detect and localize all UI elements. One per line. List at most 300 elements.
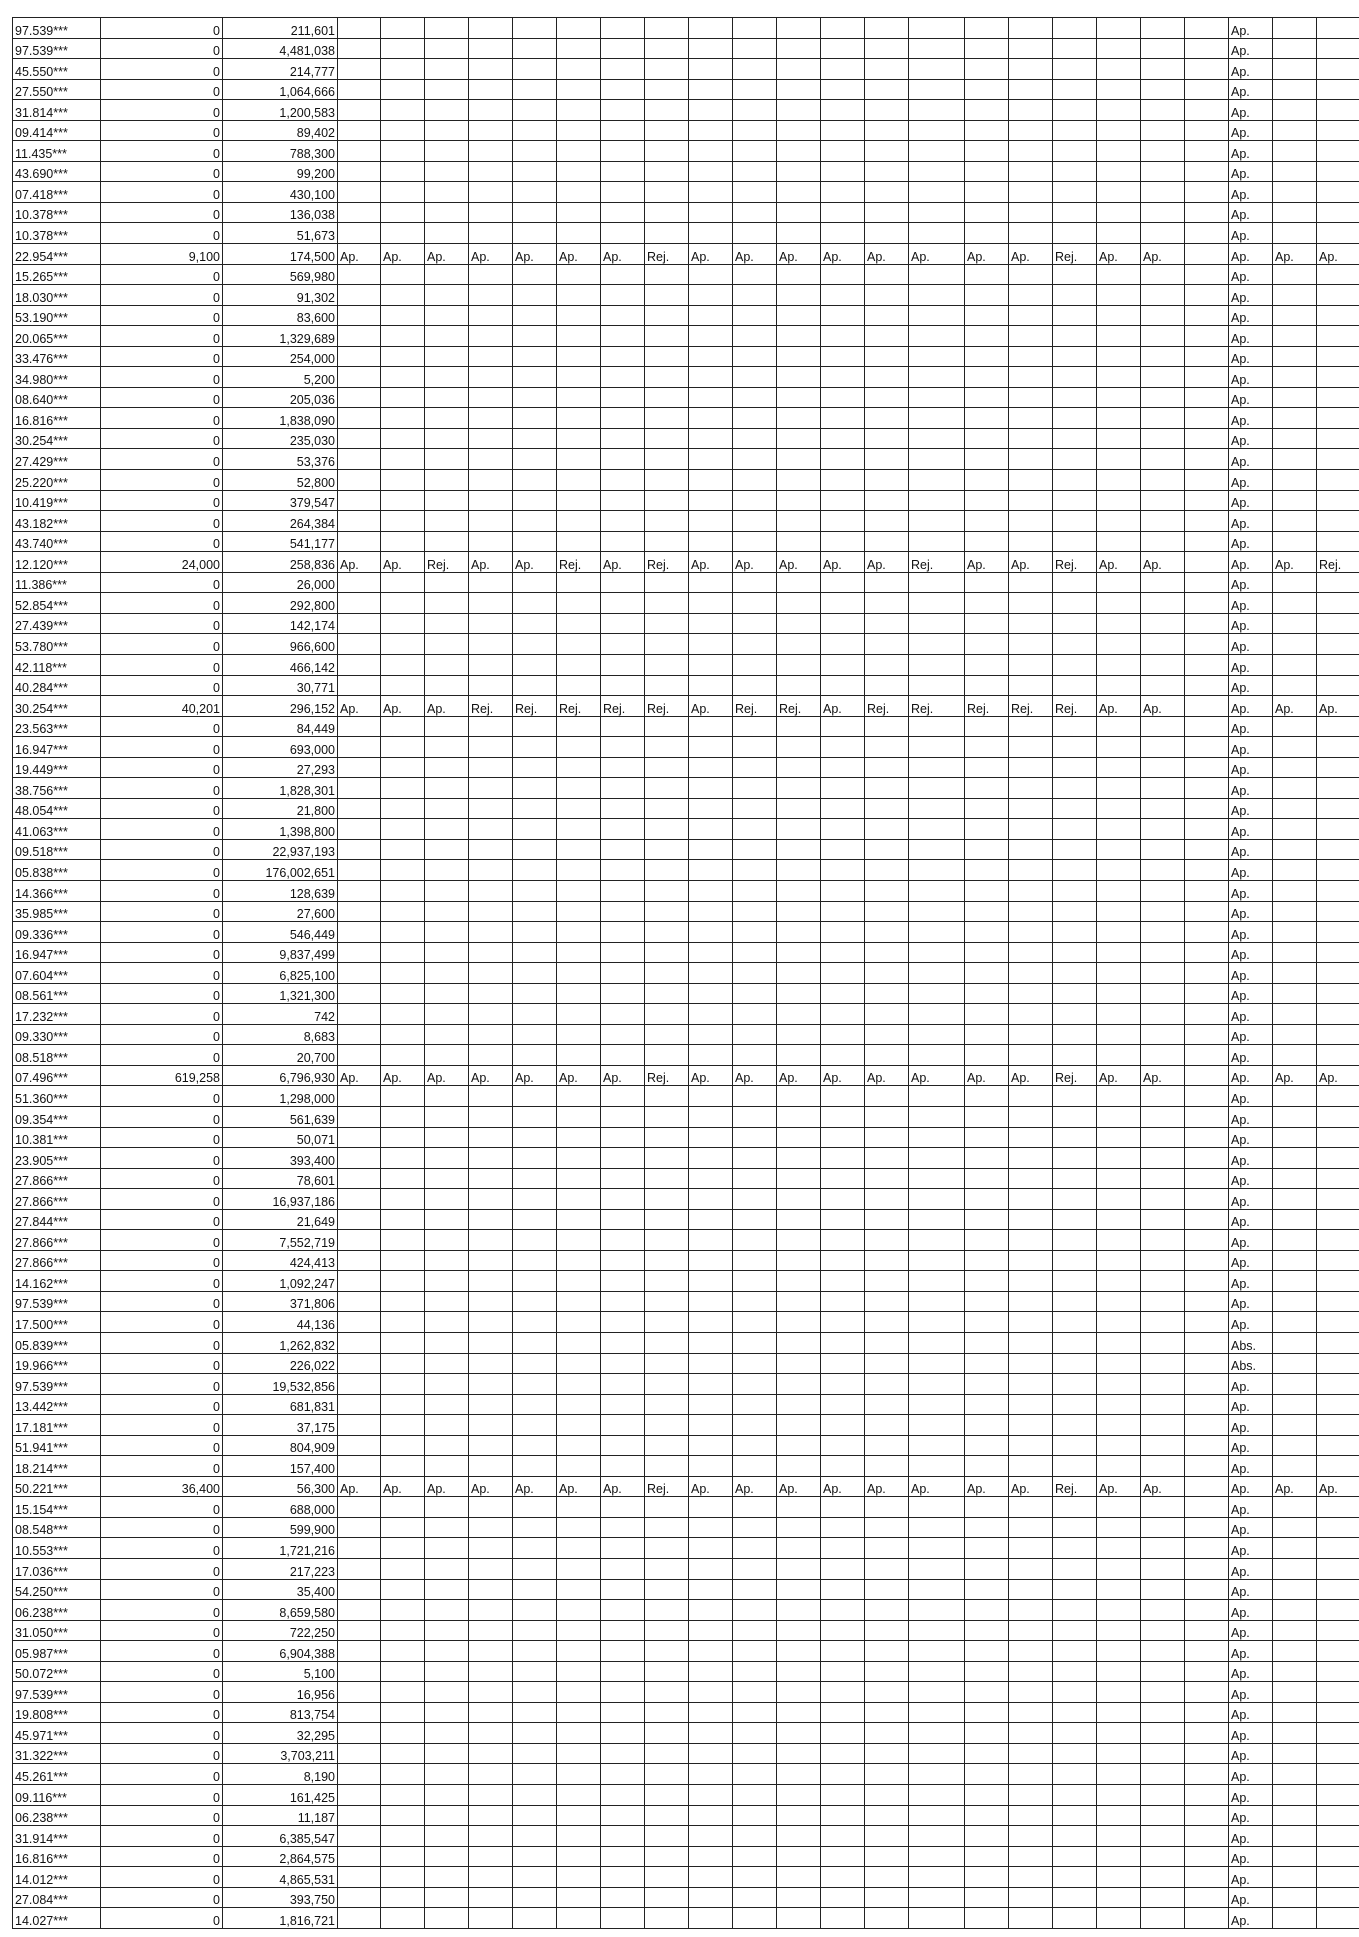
vote-cell: [865, 367, 909, 388]
vote-cell: [601, 1004, 645, 1025]
vote-cell: [821, 839, 865, 860]
vote-cell: [1317, 1230, 1359, 1251]
shares-a-cell: 0: [101, 59, 223, 80]
vote-cell: [1141, 470, 1185, 491]
table-row: [13, 1374, 1359, 1395]
vote-cell: [1009, 1189, 1053, 1210]
vote-cell: [1009, 1538, 1053, 1559]
vote-cell: [601, 675, 645, 696]
vote-cell: [469, 1086, 513, 1107]
vote-cell: [601, 1333, 645, 1354]
vote-cell: [469, 511, 513, 532]
table-row: [13, 346, 1359, 367]
vote-cell: [513, 1702, 557, 1723]
vote-cell: [1317, 326, 1359, 347]
vote-cell: [733, 1189, 777, 1210]
vote-cell: [425, 1045, 469, 1066]
vote-cell: [965, 839, 1009, 860]
shares-a-cell: 0: [101, 1312, 223, 1333]
vote-cell: [1009, 942, 1053, 963]
vote-cell: [645, 1600, 689, 1621]
vote-cell: [513, 1230, 557, 1251]
vote-cell: [1009, 1333, 1053, 1354]
table-row: [13, 470, 1359, 491]
table-row: [13, 1743, 1359, 1764]
vote-cell: [689, 1600, 733, 1621]
vote-cell: [381, 1394, 425, 1415]
vote-cell: [645, 100, 689, 121]
vote-cell: [865, 1559, 909, 1580]
shares-a-cell: 0: [101, 613, 223, 634]
vote-cell: [469, 1353, 513, 1374]
vote-cell: [557, 285, 601, 306]
vote-cell: Ap.: [1009, 244, 1053, 265]
vote-cell: [645, 182, 689, 203]
vote-cell: [645, 531, 689, 552]
shares-a-cell: 0: [101, 1250, 223, 1271]
vote-cell: [1273, 757, 1317, 778]
vote-cell: [381, 1353, 425, 1374]
vote-cell: [469, 1682, 513, 1703]
shareholder-id-cell: 05.838***: [13, 860, 101, 881]
vote-cell: [1317, 1559, 1359, 1580]
vote-cell: [965, 942, 1009, 963]
vote-cell: [1097, 1785, 1141, 1806]
vote-cell: [381, 1805, 425, 1826]
vote-cell: [601, 1826, 645, 1847]
vote-cell: [1053, 1764, 1097, 1785]
vote-cell: [645, 922, 689, 943]
vote-cell: [1185, 1271, 1229, 1292]
vote-cell: [1053, 264, 1097, 285]
vote-cell: [821, 1785, 865, 1806]
vote-cell: [1009, 202, 1053, 223]
vote-cell: [338, 1743, 381, 1764]
shareholder-id-cell: 48.054***: [13, 798, 101, 819]
vote-cell: [909, 346, 965, 367]
vote-cell: [1053, 757, 1097, 778]
vote-cell: [1097, 1517, 1141, 1538]
vote-cell: [1141, 1127, 1185, 1148]
vote-cell: [338, 161, 381, 182]
shareholder-id-cell: 19.808***: [13, 1702, 101, 1723]
vote-cell: [381, 593, 425, 614]
vote-cell: [821, 1661, 865, 1682]
table-row: [13, 1579, 1359, 1600]
table-row: [13, 1600, 1359, 1621]
vote-cell: [733, 942, 777, 963]
table-row: [13, 1846, 1359, 1867]
shareholder-id-cell: 10.419***: [13, 490, 101, 511]
vote-cell: [1053, 983, 1097, 1004]
vote-cell: [1097, 572, 1141, 593]
vote-cell: [645, 1230, 689, 1251]
vote-cell: [777, 285, 821, 306]
vote-cell: [777, 983, 821, 1004]
vote-cell: [1273, 819, 1317, 840]
vote-cell: [1141, 1620, 1185, 1641]
vote-cell: [645, 346, 689, 367]
vote-cell: [733, 798, 777, 819]
vote-cell: [381, 1374, 425, 1395]
vote-cell: Ap.: [1229, 1168, 1273, 1189]
vote-cell: [338, 757, 381, 778]
table-row: [13, 572, 1359, 593]
vote-cell: [909, 1661, 965, 1682]
vote-cell: [469, 387, 513, 408]
vote-cell: [865, 1106, 909, 1127]
vote-cell: [338, 1415, 381, 1436]
vote-cell: [557, 1641, 601, 1662]
vote-cell: [1097, 1045, 1141, 1066]
vote-cell: [1317, 1209, 1359, 1230]
vote-cell: [425, 100, 469, 121]
vote-cell: [469, 1374, 513, 1395]
vote-cell: Ap.: [1229, 1250, 1273, 1271]
vote-cell: [1097, 408, 1141, 429]
vote-cell: [381, 326, 425, 347]
vote-cell: Ap.: [1317, 1065, 1359, 1086]
shares-a-cell: 0: [101, 983, 223, 1004]
vote-cell: [338, 1497, 381, 1518]
vote-cell: [1141, 1826, 1185, 1847]
vote-cell: [645, 408, 689, 429]
vote-cell: [689, 305, 733, 326]
vote-cell: [865, 1805, 909, 1826]
vote-cell: [645, 737, 689, 758]
vote-cell: [965, 1908, 1009, 1929]
shareholder-id-cell: 45.550***: [13, 59, 101, 80]
vote-cell: [689, 408, 733, 429]
vote-cell: [733, 1723, 777, 1744]
shares-a-cell: 0: [101, 1045, 223, 1066]
vote-cell: [909, 1579, 965, 1600]
vote-cell: [425, 1271, 469, 1292]
vote-cell: [338, 1641, 381, 1662]
vote-cell: [1053, 305, 1097, 326]
vote-cell: [557, 1764, 601, 1785]
vote-cell: [338, 572, 381, 593]
vote-cell: [777, 737, 821, 758]
vote-cell: [1141, 1764, 1185, 1785]
vote-cell: [425, 1353, 469, 1374]
vote-cell: Ap.: [965, 1065, 1009, 1086]
vote-cell: [601, 860, 645, 881]
vote-cell: [1097, 1456, 1141, 1477]
vote-cell: [645, 1168, 689, 1189]
vote-cell: [1141, 1024, 1185, 1045]
vote-cell: [469, 1333, 513, 1354]
vote-cell: [338, 367, 381, 388]
vote-cell: [965, 100, 1009, 121]
vote-cell: [513, 1333, 557, 1354]
vote-cell: [965, 120, 1009, 141]
shares-b-cell: 26,000: [223, 572, 338, 593]
vote-cell: [1097, 1908, 1141, 1929]
vote-cell: [909, 1024, 965, 1045]
table-row: [13, 1250, 1359, 1271]
shares-a-cell: 0: [101, 161, 223, 182]
vote-cell: [821, 531, 865, 552]
vote-cell: [381, 942, 425, 963]
vote-cell: Ap.: [1229, 1209, 1273, 1230]
vote-cell: [1185, 449, 1229, 470]
vote-cell: [1009, 963, 1053, 984]
vote-cell: Ap.: [469, 244, 513, 265]
vote-cell: [865, 1024, 909, 1045]
vote-cell: [338, 1148, 381, 1169]
shareholder-id-cell: 43.690***: [13, 161, 101, 182]
vote-cell: [1141, 901, 1185, 922]
vote-cell: [338, 511, 381, 532]
vote-cell: [821, 285, 865, 306]
vote-cell: [513, 1148, 557, 1169]
vote-cell: [865, 1415, 909, 1436]
vote-cell: [865, 141, 909, 162]
vote-cell: [821, 1230, 865, 1251]
vote-cell: [1097, 141, 1141, 162]
vote-cell: [689, 675, 733, 696]
vote-cell: [1185, 1168, 1229, 1189]
shares-b-cell: 393,750: [223, 1887, 338, 1908]
vote-cell: [1053, 1661, 1097, 1682]
vote-cell: [733, 654, 777, 675]
vote-cell: [425, 387, 469, 408]
vote-cell: [909, 819, 965, 840]
vote-cell: [557, 963, 601, 984]
vote-cell: [821, 1415, 865, 1436]
vote-cell: [425, 737, 469, 758]
vote-cell: Ap.: [1229, 716, 1273, 737]
vote-cell: [1009, 1415, 1053, 1436]
vote-cell: [1273, 38, 1317, 59]
vote-cell: [338, 1004, 381, 1025]
shares-a-cell: 0: [101, 1867, 223, 1888]
vote-cell: [645, 1517, 689, 1538]
vote-cell: [689, 490, 733, 511]
shareholder-id-cell: 09.414***: [13, 120, 101, 141]
shareholder-id-cell: 41.063***: [13, 819, 101, 840]
vote-cell: [601, 408, 645, 429]
vote-cell: [865, 1394, 909, 1415]
vote-cell: [865, 860, 909, 881]
vote-cell: Ap.: [513, 1476, 557, 1497]
vote-cell: [425, 449, 469, 470]
vote-cell: [865, 675, 909, 696]
vote-cell: [1273, 367, 1317, 388]
vote-cell: [821, 1148, 865, 1169]
shares-b-cell: 1,064,666: [223, 79, 338, 100]
vote-cell: [338, 285, 381, 306]
vote-cell: [1273, 1106, 1317, 1127]
vote-cell: [733, 716, 777, 737]
vote-cell: [601, 1024, 645, 1045]
table-row: [13, 1065, 1359, 1086]
vote-cell: [865, 1456, 909, 1477]
shares-a-cell: 0: [101, 1353, 223, 1374]
vote-cell: [1141, 1682, 1185, 1703]
shares-a-cell: 0: [101, 819, 223, 840]
shares-a-cell: 0: [101, 1785, 223, 1806]
vote-cell: [777, 141, 821, 162]
vote-cell: [689, 1271, 733, 1292]
vote-cell: [1097, 716, 1141, 737]
shares-b-cell: 8,659,580: [223, 1600, 338, 1621]
vote-cell: [1273, 1723, 1317, 1744]
vote-cell: [865, 223, 909, 244]
vote-cell: [469, 757, 513, 778]
vote-cell: Rej.: [645, 552, 689, 573]
vote-cell: [425, 1538, 469, 1559]
vote-cell: [689, 1127, 733, 1148]
vote-cell: Ap.: [1229, 1723, 1273, 1744]
vote-cell: [601, 1271, 645, 1292]
vote-cell: [689, 1887, 733, 1908]
vote-cell: [1185, 1004, 1229, 1025]
vote-cell: [689, 428, 733, 449]
vote-cell: [1185, 285, 1229, 306]
vote-cell: [381, 1106, 425, 1127]
vote-cell: [777, 1600, 821, 1621]
vote-cell: Ap.: [425, 244, 469, 265]
vote-cell: [1053, 1456, 1097, 1477]
vote-cell: [601, 798, 645, 819]
vote-cell: [513, 1764, 557, 1785]
vote-cell: [689, 100, 733, 121]
shares-b-cell: 21,649: [223, 1209, 338, 1230]
vote-cell: [469, 613, 513, 634]
vote-cell: [425, 880, 469, 901]
vote-cell: [601, 1312, 645, 1333]
vote-cell: [909, 1250, 965, 1271]
vote-cell: [1317, 1189, 1359, 1210]
vote-cell: [645, 1579, 689, 1600]
vote-cell: [513, 942, 557, 963]
vote-cell: [1273, 778, 1317, 799]
vote-cell: [381, 1579, 425, 1600]
vote-cell: [777, 613, 821, 634]
vote-cell: [1273, 182, 1317, 203]
vote-cell: [338, 1024, 381, 1045]
shareholder-id-cell: 06.238***: [13, 1805, 101, 1826]
vote-cell: [601, 1661, 645, 1682]
vote-cell: [821, 1456, 865, 1477]
vote-cell: [965, 880, 1009, 901]
vote-cell: [557, 264, 601, 285]
vote-cell: Ap.: [1229, 326, 1273, 347]
vote-cell: [1273, 1333, 1317, 1354]
table-row: [13, 1887, 1359, 1908]
vote-cell: [381, 1908, 425, 1929]
vote-cell: [1317, 38, 1359, 59]
shares-b-cell: 2,864,575: [223, 1846, 338, 1867]
vote-cell: [821, 983, 865, 1004]
vote-cell: [425, 839, 469, 860]
vote-cell: [1141, 1168, 1185, 1189]
vote-cell: [865, 511, 909, 532]
vote-cell: [1097, 1764, 1141, 1785]
table-row: [13, 1723, 1359, 1744]
vote-cell: [689, 1497, 733, 1518]
shares-b-cell: 541,177: [223, 531, 338, 552]
vote-cell: [645, 778, 689, 799]
vote-cell: [865, 1538, 909, 1559]
vote-cell: [865, 634, 909, 655]
vote-cell: [513, 202, 557, 223]
vote-cell: [733, 1230, 777, 1251]
vote-cell: [689, 1353, 733, 1374]
vote-cell: Ap.: [1229, 1600, 1273, 1621]
vote-cell: [1185, 367, 1229, 388]
vote-cell: [601, 1743, 645, 1764]
vote-cell: [965, 922, 1009, 943]
vote-cell: [1141, 1045, 1185, 1066]
vote-cell: [557, 1291, 601, 1312]
vote-cell: [513, 182, 557, 203]
vote-cell: [865, 182, 909, 203]
vote-cell: [1141, 367, 1185, 388]
shares-b-cell: 1,329,689: [223, 326, 338, 347]
vote-cell: [381, 1661, 425, 1682]
vote-cell: [645, 839, 689, 860]
shares-b-cell: 19,532,856: [223, 1374, 338, 1395]
vote-cell: [1141, 449, 1185, 470]
vote-cell: [557, 79, 601, 100]
vote-cell: Ap.: [1229, 1312, 1273, 1333]
vote-cell: [1097, 1579, 1141, 1600]
shareholder-id-cell: 35.985***: [13, 901, 101, 922]
vote-cell: [733, 1004, 777, 1025]
vote-cell: [557, 428, 601, 449]
vote-cell: Ap.: [1229, 1148, 1273, 1169]
shares-a-cell: 0: [101, 1559, 223, 1580]
vote-cell: [469, 572, 513, 593]
vote-cell: [645, 38, 689, 59]
vote-cell: [645, 305, 689, 326]
vote-cell: [557, 1271, 601, 1292]
vote-cell: [689, 737, 733, 758]
shareholder-id-cell: 07.604***: [13, 963, 101, 984]
table-row: [13, 1805, 1359, 1826]
vote-cell: [513, 531, 557, 552]
vote-cell: [821, 1846, 865, 1867]
vote-cell: [469, 1723, 513, 1744]
vote-cell: [965, 613, 1009, 634]
vote-cell: [909, 1189, 965, 1210]
vote-cell: [1097, 1353, 1141, 1374]
shares-b-cell: 157,400: [223, 1456, 338, 1477]
vote-cell: [645, 983, 689, 1004]
vote-cell: [1009, 1723, 1053, 1744]
shares-b-cell: 217,223: [223, 1559, 338, 1580]
vote-cell: [601, 1785, 645, 1806]
vote-cell: [1009, 367, 1053, 388]
vote-cell: [513, 675, 557, 696]
vote-cell: [965, 1045, 1009, 1066]
shareholder-id-cell: 16.947***: [13, 942, 101, 963]
vote-cell: [1273, 1168, 1317, 1189]
shares-b-cell: 430,100: [223, 182, 338, 203]
vote-cell: Ap.: [1273, 244, 1317, 265]
vote-cell: Rej.: [557, 696, 601, 717]
vote-cell: [381, 264, 425, 285]
vote-cell: [425, 182, 469, 203]
vote-cell: [601, 470, 645, 491]
vote-cell: [909, 387, 965, 408]
vote-cell: [601, 1579, 645, 1600]
vote-cell: [1273, 901, 1317, 922]
shareholder-id-cell: 97.539***: [13, 38, 101, 59]
